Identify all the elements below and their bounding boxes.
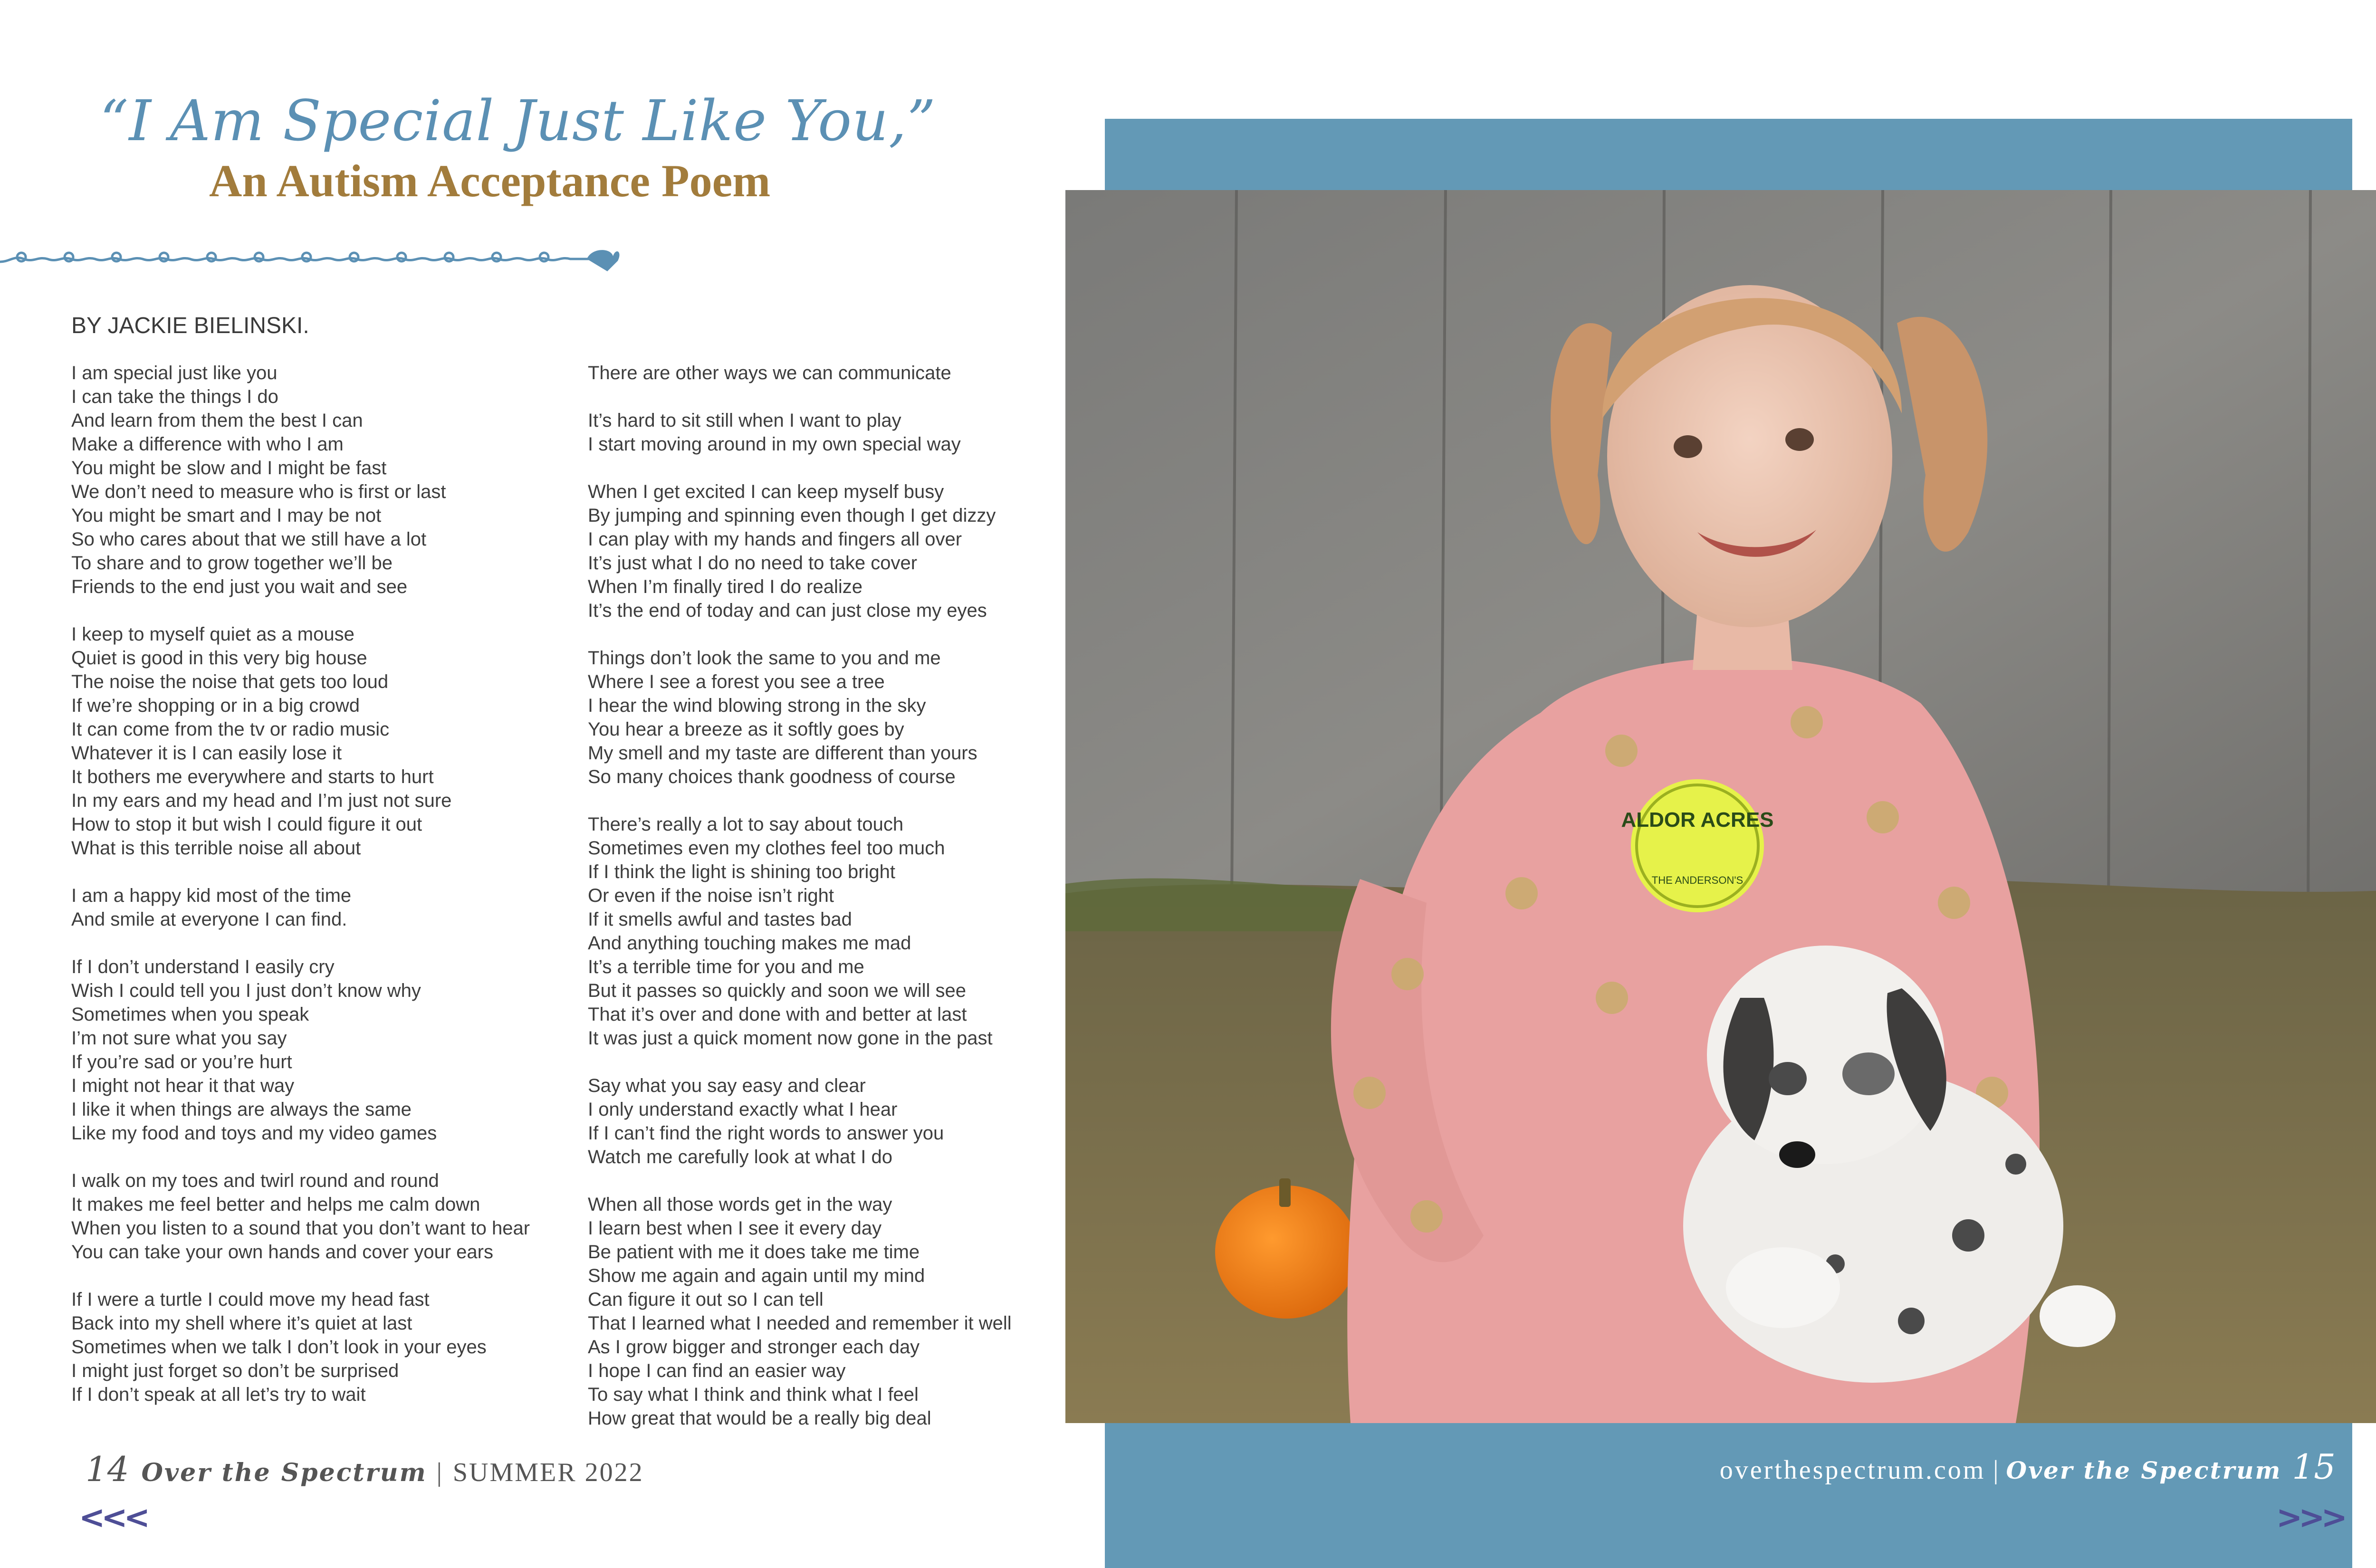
poem-line: Wish I could tell you I just don’t know why <box>71 980 421 1001</box>
poem-line: I am a happy kid most of the time <box>71 885 352 906</box>
poem-stanza <box>71 955 575 1145</box>
poem-stanza <box>71 1169 575 1264</box>
poem-line: There’s really a lot to say about touch <box>588 814 904 835</box>
separator-right: | <box>1993 1455 1999 1485</box>
poem-line: Friends to the end just you wait and see <box>71 576 408 597</box>
poem-line: I walk on my toes and twirl round and round <box>71 1170 439 1191</box>
byline: BY JACKIE BIELINSKI. <box>71 313 309 338</box>
next-page-arrows[interactable]: >>> <box>2276 1499 2344 1536</box>
poem-line: I might just forget so don’t be surprised <box>71 1360 399 1381</box>
poem-stanza <box>588 409 1092 456</box>
poem-line: Watch me carefully look at what I do <box>588 1147 893 1167</box>
poem-line: As I grow bigger and stronger each day <box>588 1337 920 1358</box>
poem-line: In my ears and my head and I’m just not sure <box>71 790 452 811</box>
separator-left: | <box>436 1458 443 1487</box>
page-number-right: 15 <box>2292 1447 2336 1487</box>
poem-line: I hope I can find an easier way <box>588 1360 846 1381</box>
poem-line: I am special just like you <box>71 363 278 383</box>
poem-line: Quiet is good in this very big house <box>71 648 367 669</box>
girl-with-puppy-photo <box>1065 190 2376 1423</box>
poem-line: It makes me feel better and helps me calm down <box>71 1194 480 1215</box>
poem-line: It’s just what I do no need to take cover <box>588 553 918 574</box>
poem-line: Show me again and again until my mind <box>588 1265 925 1286</box>
poem-line: Or even if the noise isn’t right <box>588 885 834 906</box>
script-subtitle: “I Am Special Just Like You,” <box>100 88 936 153</box>
poem-line: Where I see a forest you see a tree <box>588 671 885 692</box>
poem-stanza <box>588 1193 1092 1430</box>
poem-stanza <box>71 1288 575 1406</box>
article-title: An Autism Acceptance Poem <box>209 155 771 206</box>
previous-page-arrows[interactable]: <<< <box>79 1499 146 1536</box>
poem-line: It can come from the tv or radio music <box>71 719 390 740</box>
magazine-name-left: Over the Spectrum <box>141 1458 427 1487</box>
poem-line: Whatever it is I can easily lose it <box>71 743 342 764</box>
poem-line: I only understand exactly what I hear <box>588 1099 898 1120</box>
poem-line: To say what I think and think what I feel <box>588 1384 919 1405</box>
poem-line: It bothers me everywhere and starts to hurt <box>71 766 434 787</box>
poem-line: Make a difference with who I am <box>71 434 344 455</box>
poem-stanza <box>588 646 1092 789</box>
poem-line: I hear the wind blowing strong in the sky <box>588 695 926 716</box>
poem-stanza <box>71 622 575 860</box>
poem-line: I can play with my hands and fingers all over <box>588 529 962 550</box>
poem-line: Like my food and toys and my video games <box>71 1123 437 1144</box>
poem-stanza <box>588 1074 1092 1169</box>
poem-line: If it smells awful and tastes bad <box>588 909 852 930</box>
website-link[interactable]: overthespectrum.com <box>1719 1455 1986 1485</box>
footer-left <box>86 1449 644 1489</box>
poem-stanza <box>588 480 1092 622</box>
poem-line: Sometimes even my clothes feel too much <box>588 838 945 859</box>
poem-line: I might not hear it that way <box>71 1075 295 1096</box>
decorative-divider <box>0 245 627 273</box>
poem-line: There are other ways we can communicate <box>588 363 951 383</box>
poem-line: When all those words get in the way <box>588 1194 892 1215</box>
poem-line: If I think the light is shining too bright <box>588 861 896 882</box>
poem-line: You hear a breeze as it softly goes by <box>588 719 904 740</box>
poem-line: My smell and my taste are different than yours <box>588 743 977 764</box>
poem-line: I’m not sure what you say <box>71 1028 287 1049</box>
poem-line: How great that would be a really big deal <box>588 1408 931 1429</box>
poem-line: If you’re sad or you’re hurt <box>71 1052 292 1072</box>
sticker-title: ALDOR ACRES <box>1621 808 1774 832</box>
poem-line: If I can’t find the right words to answer you <box>588 1123 944 1144</box>
poem-line: You can take your own hands and cover your ears <box>71 1242 493 1262</box>
poem-line: If I don’t speak at all let’s try to wait <box>71 1384 366 1405</box>
poem-line: That it’s over and done with and better at last <box>588 1004 967 1025</box>
poem-left-column <box>71 361 575 1430</box>
poem-line: It’s a terrible time for you and me <box>588 956 864 977</box>
poem-line: I like it when things are always the same <box>71 1099 412 1120</box>
magazine-name-right: Over the Spectrum <box>2006 1456 2282 1484</box>
poem-line: It’s the end of today and can just close my eyes <box>588 600 987 621</box>
poem-line: So many choices thank goodness of course <box>588 766 956 787</box>
poem-stanza <box>588 813 1092 1050</box>
sticker-subtext: THE ANDERSON'S <box>1651 874 1744 886</box>
bottom-color-band <box>1105 1423 2352 1568</box>
poem-line: What is this terrible noise all about <box>71 838 361 859</box>
poem-line: If I were a turtle I could move my head fast <box>71 1289 430 1310</box>
footer-right <box>1720 1447 2336 1487</box>
poem-line: So who cares about that we still have a lot <box>71 529 427 550</box>
poem-line: Sometimes when you speak <box>71 1004 309 1025</box>
poem-line: But it passes so quickly and soon we will see <box>588 980 966 1001</box>
poem-line: Back into my shell where it’s quiet at last <box>71 1313 412 1334</box>
top-color-band <box>1105 119 2352 191</box>
poem-line: You might be slow and I might be fast <box>71 458 387 478</box>
poem-line: By jumping and spinning even though I get dizzy <box>588 505 996 526</box>
poem-line: And smile at everyone I can find. <box>71 909 347 930</box>
poem-stanza <box>588 361 1092 385</box>
poem-stanza <box>71 884 575 931</box>
poem-line: And anything touching makes me mad <box>588 933 911 954</box>
poem-line: Things don’t look the same to you and me <box>588 648 941 669</box>
issue-label: SUMMER 2022 <box>452 1458 644 1487</box>
page-number-left: 14 <box>86 1449 129 1489</box>
poem-line: When I’m finally tired I do realize <box>588 576 863 597</box>
poem-line: I can take the things I do <box>71 386 278 407</box>
poem-line: If I don’t understand I easily cry <box>71 956 335 977</box>
poem-line: Can figure it out so I can tell <box>588 1289 824 1310</box>
poem-line: To share and to grow together we’ll be <box>71 553 393 574</box>
poem-line: We don’t need to measure who is first or last <box>71 481 446 502</box>
poem-line: I learn best when I see it every day <box>588 1218 882 1239</box>
poem-right-column <box>588 361 1092 1454</box>
poem-line: How to stop it but wish I could figure it out <box>71 814 422 835</box>
poem-line: I keep to myself quiet as a mouse <box>71 624 354 645</box>
poem-line: I start moving around in my own special way <box>588 434 961 455</box>
poem-line: It was just a quick moment now gone in the past <box>588 1028 993 1049</box>
poem-line: Say what you say easy and clear <box>588 1075 866 1096</box>
poem-line: When you listen to a sound that you don’t want to hear <box>71 1218 530 1239</box>
poem-stanza <box>71 361 575 599</box>
poem-line: And learn from them the best I can <box>71 410 363 431</box>
poem-line: Sometimes when we talk I don’t look in your eyes <box>71 1337 487 1358</box>
poem-line: You might be smart and I may be not <box>71 505 382 526</box>
poem-line: If we’re shopping or in a big crowd <box>71 695 360 716</box>
poem-line: Be patient with me it does take me time <box>588 1242 920 1262</box>
poem-line: It’s hard to sit still when I want to play <box>588 410 901 431</box>
poem-line: The noise the noise that gets too loud <box>71 671 389 692</box>
poem-line: When I get excited I can keep myself busy <box>588 481 944 502</box>
poem-line: That I learned what I needed and remember it well <box>588 1313 1012 1334</box>
